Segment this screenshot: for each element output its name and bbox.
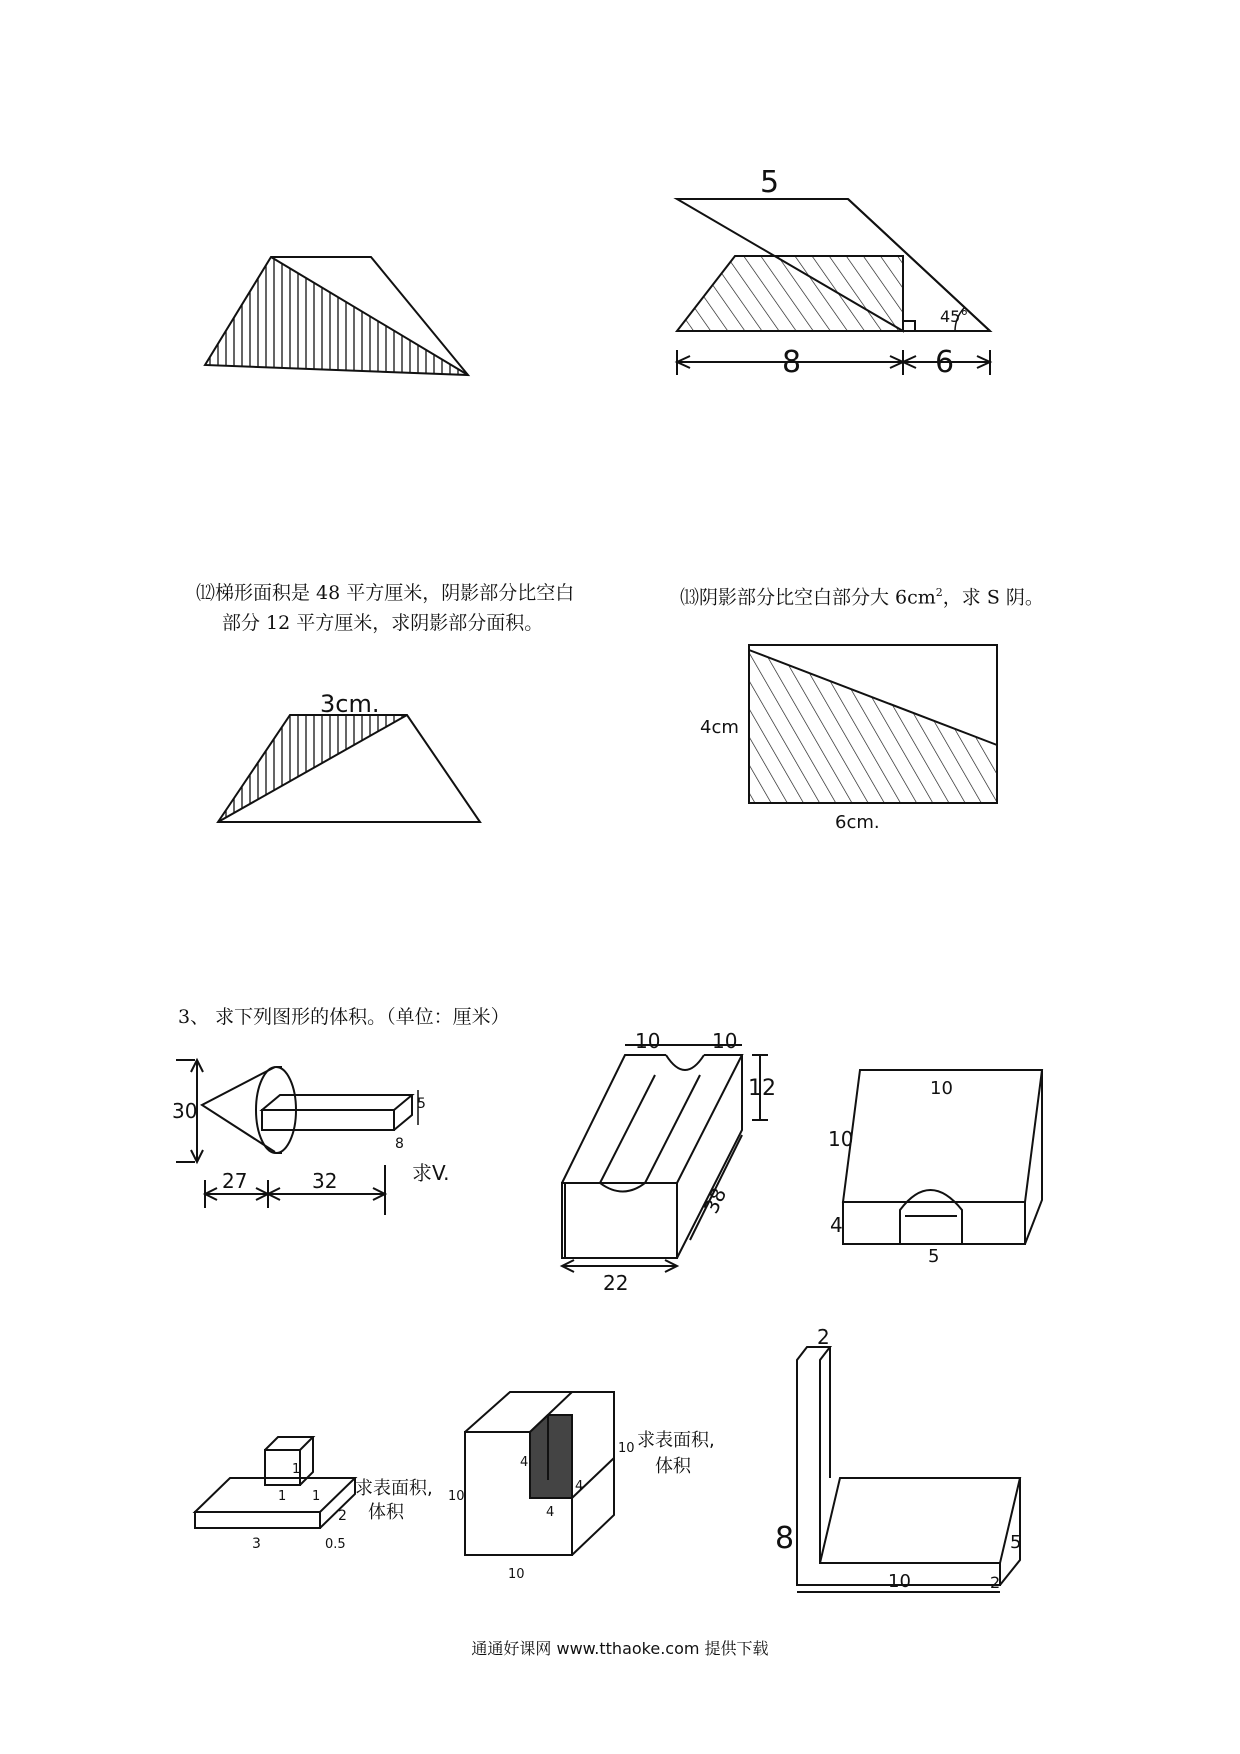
shaded-triangle — [205, 257, 468, 375]
question-13-text: ⒀阴影部分比空白部分大 6cm — [680, 586, 936, 609]
step-block-figure — [195, 1437, 355, 1528]
label-rect-width: 6cm. — [835, 812, 880, 833]
block-front — [562, 1183, 677, 1258]
label-cube-h: 10 — [448, 1489, 465, 1504]
label-slab-top: 10 — [930, 1078, 953, 1099]
label-cube-w: 10 — [508, 1567, 525, 1582]
label-groove-w2: 10 — [712, 1029, 738, 1053]
label-step-base: 3 — [252, 1536, 261, 1552]
label-groove-len: 22 — [603, 1271, 629, 1295]
label-notch-b: 4 — [546, 1505, 555, 1520]
label-step-ask2: 体积 — [368, 1502, 404, 1523]
slab-front — [843, 1202, 1025, 1244]
bar-front — [262, 1110, 394, 1130]
section-3-heading: 3、 求下列图形的体积。（单位：厘米） — [178, 1006, 510, 1028]
label-para-angle: 45° — [940, 307, 969, 326]
label-cone-box-w: 8 — [395, 1136, 404, 1152]
bar-top — [262, 1095, 412, 1110]
trapezoid-figure-2 — [218, 715, 480, 822]
trapezoid-figure-1 — [205, 257, 468, 375]
label-cube-ask2: 体积 — [655, 1456, 691, 1477]
label-groove-depth: 38 — [698, 1184, 732, 1218]
label-trap2-top: 3cm. — [320, 690, 380, 718]
label-l-thick: 2 — [990, 1573, 1001, 1592]
question-13-text-after: ，求 S 阴。 — [942, 586, 1044, 609]
question-12-line1: ⑿梯形面积是 48 平方厘米，阴影部分比空白 — [196, 582, 575, 604]
groove-back — [666, 1055, 704, 1070]
label-cone-len2: 32 — [312, 1169, 338, 1193]
rectangle-figure — [749, 645, 997, 803]
label-groove-w1: 10 — [635, 1029, 661, 1053]
label-rect-height: 4cm — [700, 717, 739, 738]
question-12 — [196, 578, 656, 638]
slab-front — [195, 1512, 320, 1528]
question-13 — [680, 578, 1220, 612]
label-para-top: 5 — [760, 165, 780, 200]
label-cube-ask1: 求表面积, — [637, 1430, 715, 1451]
footer: 通通好课网 www.tthaoke.com 提供下载 — [471, 1639, 769, 1658]
label-step-thick: 0.5 — [325, 1537, 346, 1552]
l-front — [797, 1347, 1000, 1585]
label-step-cube2: 1 — [278, 1489, 287, 1504]
label-cone-len1: 27 — [222, 1169, 248, 1193]
label-step-ask1: 求表面积, — [355, 1478, 433, 1499]
l-shape-figure — [797, 1347, 1020, 1592]
label-slab-arc: 5 — [928, 1246, 940, 1267]
label-l-h: 8 — [775, 1521, 795, 1556]
label-cone-ask: 求V. — [412, 1161, 450, 1185]
label-notch-a: 4 — [520, 1455, 529, 1470]
question-13-sup: 2 — [935, 586, 943, 599]
question-12-line2: 部分 12 平方厘米，求阴影部分面积。 — [222, 612, 544, 634]
shaded-region — [749, 650, 997, 803]
hatched-trapezoid — [677, 256, 903, 331]
label-cube-side: 10 — [618, 1441, 635, 1456]
grooved-block-figure — [562, 1045, 768, 1272]
label-step-cube1: 1 — [292, 1462, 301, 1477]
label-cone-h: 30 — [172, 1099, 198, 1123]
cone-cylinder-figure — [176, 1060, 418, 1215]
label-slab-side: 10 — [828, 1127, 854, 1151]
slab-top — [195, 1478, 355, 1512]
label-slab-h: 4 — [830, 1213, 843, 1237]
notch-dark — [530, 1415, 572, 1498]
label-step-cube3: 1 — [312, 1489, 321, 1504]
label-para-len1: 8 — [782, 345, 802, 380]
label-l-top: 2 — [817, 1325, 830, 1349]
label-l-w: 5 — [1010, 1532, 1022, 1553]
label-para-len2: 6 — [935, 345, 955, 380]
label-cone-box-h: 5 — [417, 1096, 426, 1112]
label-groove-h: 12 — [748, 1076, 776, 1101]
right-angle-mark — [903, 321, 915, 331]
notched-cube-figure — [465, 1392, 614, 1555]
label-notch-c: 4 — [575, 1479, 584, 1494]
label-step-depth: 2 — [338, 1508, 347, 1524]
label-l-len: 10 — [888, 1571, 911, 1592]
block-top-right — [677, 1055, 742, 1183]
block-top-left — [562, 1055, 666, 1183]
